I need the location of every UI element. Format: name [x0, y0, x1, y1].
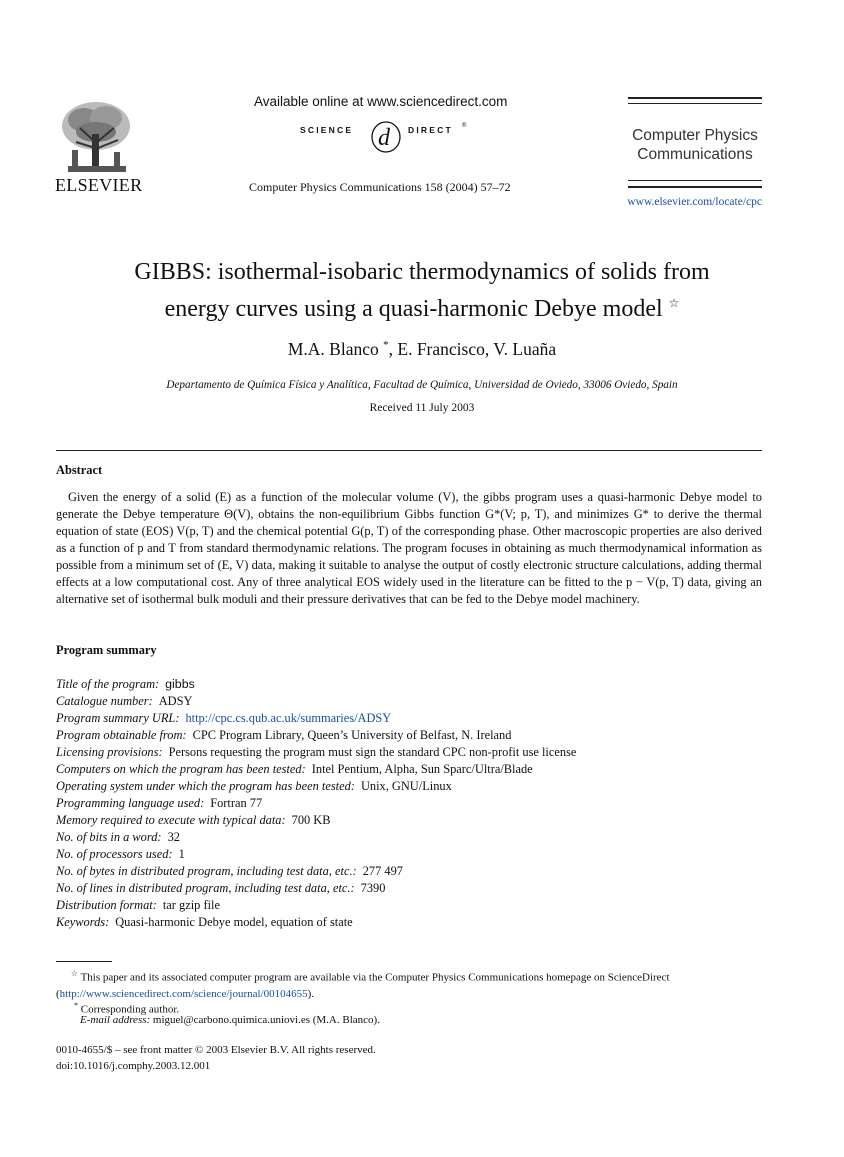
footnote-2-text: Corresponding author. — [80, 1003, 180, 1016]
summary-row — [56, 728, 511, 743]
summary-row — [56, 813, 331, 828]
summary-value: ADSY — [158, 694, 193, 708]
summary-value: 277 497 — [362, 864, 403, 878]
title-line2: energy curves using a quasi-harmonic Debye model — [164, 296, 663, 322]
summary-value: 700 KB — [291, 813, 331, 827]
author-list — [0, 339, 844, 360]
sd-at-symbol-icon — [368, 116, 404, 154]
summary-row — [56, 915, 353, 930]
summary-label: Operating system under which the program has been tested: — [56, 779, 355, 793]
available-online: Available online at www.sciencedirect.com — [254, 94, 508, 109]
paper-title — [0, 257, 844, 325]
journal-url-link[interactable]: www.elsevier.com/locate/cpc — [627, 196, 762, 208]
summary-label: Memory required to execute with typical data: — [56, 813, 286, 827]
summary-label: Computers on which the program has been tested: — [56, 762, 306, 776]
summary-label: Title of the program: — [56, 677, 160, 691]
corresponding-author-marker[interactable]: * — [383, 339, 389, 352]
summary-label: Licensing provisions: — [56, 745, 163, 759]
journal-rule-2 — [628, 103, 762, 104]
journal-title — [622, 126, 768, 164]
summary-row — [56, 864, 403, 879]
footnote-2-marker: * — [74, 1001, 78, 1010]
journal-title-line2: Communications — [637, 146, 753, 163]
summary-row — [56, 796, 262, 811]
summary-value: Fortran 77 — [210, 796, 263, 810]
summary-row — [56, 711, 391, 726]
issn-line: 0010-4655/$ – see front matter © 2003 Elsevier B.V. All rights reserved. — [56, 1044, 376, 1056]
summary-label: No. of processors used: — [56, 847, 173, 861]
summary-label: Program summary URL: — [56, 711, 180, 725]
journal-rule-4 — [628, 186, 762, 188]
summary-url-link[interactable]: http://cpc.cs.qub.ac.uk/summaries/ADSY — [185, 711, 392, 725]
citation-line: Computer Physics Communications 158 (2004) 57–72 — [249, 180, 511, 194]
author-blanco: M.A. Blanco — [287, 339, 379, 359]
summary-value: 7390 — [360, 881, 386, 895]
summary-label: Catalogue number: — [56, 694, 153, 708]
summary-row — [56, 745, 576, 760]
sd-registered-mark: ® — [462, 123, 467, 129]
abstract-heading: Abstract — [56, 463, 103, 477]
summary-heading: Program summary — [56, 643, 157, 657]
email-label: E-mail address: — [80, 1014, 151, 1026]
summary-value: tar gzip file — [162, 898, 220, 912]
summary-row — [56, 779, 452, 794]
summary-value: 32 — [167, 830, 180, 844]
footnote-1: ☆ This paper and its associated computer program are available via the Computer Physics Communications homepage on ScienceDirect (http://www.sciencedirect.com/science/journal/00104655). — [56, 969, 670, 1000]
summary-value: 1 — [178, 847, 185, 861]
summary-row — [56, 830, 180, 845]
footnote-1-marker: ☆ — [70, 969, 78, 978]
journal-title-line1: Computer Physics — [632, 127, 758, 144]
summary-label: Distribution format: — [56, 898, 157, 912]
summary-row — [56, 847, 185, 862]
abstract-body — [56, 489, 762, 608]
summary-value: Persons requesting the program must sign the standard CPC non-profit use license — [168, 745, 577, 759]
summary-label: No. of bits in a word: — [56, 830, 162, 844]
publisher-name: ELSEVIER — [55, 175, 143, 195]
summary-value: CPC Program Library, Queen’s University of Belfast, N. Ireland — [192, 728, 512, 742]
summary-label: Program obtainable from: — [56, 728, 187, 742]
title-footnote-marker[interactable]: ☆ — [668, 296, 680, 310]
author-others: , E. Francisco, V. Luaña — [388, 339, 557, 359]
summary-value: Quasi-harmonic Debye model, equation of state — [115, 915, 353, 929]
summary-row — [56, 898, 220, 913]
abstract-text: Given the energy of a solid (E) as a function of the molecular volume (V), the gibbs program uses a quasi-harmonic Debye model to generate the Debye temperature Θ(V), obtains the non-equilibrium Gibbs function G*(V; p, T), and minimizes G* to derive the thermal equation of state (EOS) V(p, T) and the chemical potential G(p, T) of the corresponding phase. Other macroscopic properties are also derived as a function of p and T from standard thermodynamic relations. The program focuses in obtaining as much thermodynamical information as possible from a minimum set of (E, V) data, making it suitable to analyse the output of costly electronic structure calculations, adding thermal effects at a low computational cost. Any of three analytical EOS widely used in the literature can be fitted to the p − V(p, T) data, giving an alternative set of isothermal bulk moduli and their pressure derivatives that can be fed to the Debye model machinery. — [56, 490, 762, 606]
summary-row — [56, 762, 533, 777]
summary-value: Unix, GNU/Linux — [360, 779, 452, 793]
journal-rule-1 — [628, 97, 762, 99]
summary-label: No. of lines in distributed program, including test data, etc.: — [56, 881, 355, 895]
summary-value: gibbs — [165, 677, 195, 691]
sciencedirect-logo — [300, 116, 480, 156]
summary-value: Intel Pentium, Alpha, Sun Sparc/Ultra/Blade — [311, 762, 533, 776]
summary-row — [56, 694, 192, 709]
received-date: Received 11 July 2003 — [369, 402, 475, 414]
footnote-1-link[interactable]: http://www.sciencedirect.com/science/journal/00104655 — [59, 987, 308, 1000]
abstract-rule — [56, 450, 762, 451]
summary-label: Keywords: — [56, 915, 110, 929]
title-line1: GIBBS: isothermal-isobaric thermodynamics of solids from — [134, 259, 710, 285]
summary-row — [56, 677, 195, 692]
summary-label: Programming language used: — [56, 796, 205, 810]
footnote-1-text: This paper and its associated computer program are available via the Computer Physics Communications homepage on ScienceDirect — [80, 971, 670, 984]
journal-rule-3 — [628, 180, 762, 181]
footnote-rule — [56, 961, 112, 962]
email-line — [80, 1014, 380, 1026]
doi-line[interactable]: doi:10.1016/j.comphy.2003.12.001 — [56, 1060, 211, 1072]
summary-row — [56, 881, 385, 896]
sd-direct-text: DIRECT — [408, 125, 453, 135]
elsevier-tree-logo — [54, 98, 138, 178]
svg-text:d: d — [378, 125, 390, 151]
sd-science-text: SCIENCE — [300, 125, 354, 135]
email-address[interactable]: miguel@carbono.quimica.uniovi.es (M.A. Blanco). — [152, 1014, 380, 1026]
affiliation: Departamento de Química Física y Analítica, Facultad de Química, Universidad de Oviedo, 33006 Oviedo, Spain — [166, 379, 678, 391]
summary-label: No. of bytes in distributed program, including test data, etc.: — [56, 864, 357, 878]
